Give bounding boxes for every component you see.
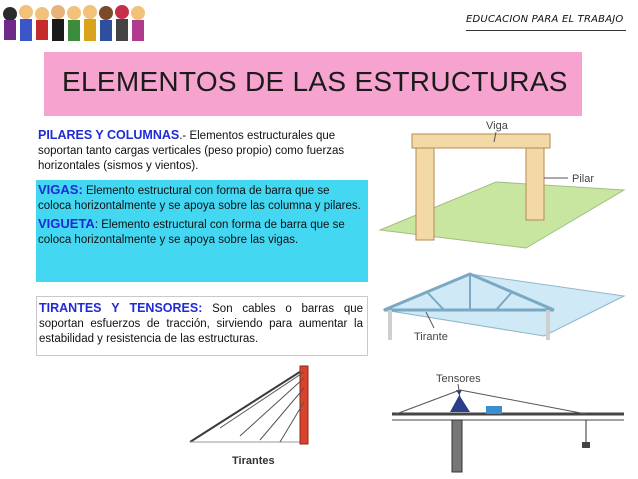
tirante-truss-illustration: [374, 266, 628, 348]
header-course-label: EDUCACION PARA EL TRABAJO: [466, 14, 626, 28]
tirantes-keyword: TIRANTES Y TENSORES:: [39, 301, 203, 315]
tirantes-text: Son cables o barras que soportan esfuerzos de tracción, sirviendo para aumentar la estabilidad y resistencia de las estructuras.: [39, 303, 364, 345]
tirantes-mast-illustration: [180, 358, 326, 474]
pilares-text: .- Elementos estructurales que soportan tanto cargas verticales (peso propio) como fuerzas horizontales (sismos y vientos).: [38, 130, 345, 172]
page-title: ELEMENTOS DE LAS ESTRUCTURAS: [62, 66, 568, 97]
vigas-text: Elemento estructural con forma de barra que se coloca horizontalmente y se apoya sobre las columna y pilares.: [38, 185, 361, 212]
vigas-description: [36, 180, 368, 282]
vigueta-text: : Elemento estructural con forma de barra que se coloca horizontalmente y se apoya sobre las vigas.: [38, 219, 345, 246]
pilares-description: [36, 124, 368, 178]
tirantes-label: Tirantes: [232, 455, 275, 467]
tirante-label: Tirante: [414, 331, 448, 343]
viga-pilar-illustration: [376, 120, 628, 256]
pilar-label: Pilar: [572, 173, 595, 185]
tensores-crane-illustration: [386, 372, 628, 474]
pilares-keyword: PILARES Y COLUMNAS: [38, 128, 180, 142]
header-cartoon-strip: [0, 0, 150, 46]
viga-label: Viga: [486, 120, 508, 132]
title-banner: [44, 52, 582, 116]
vigas-keyword: VIGAS:: [38, 182, 83, 197]
tirantes-description: [36, 296, 368, 356]
tensores-label: Tensores: [436, 373, 481, 385]
cartoon-figures: [3, 5, 145, 41]
vigueta-keyword: VIGUETA: [38, 216, 95, 231]
